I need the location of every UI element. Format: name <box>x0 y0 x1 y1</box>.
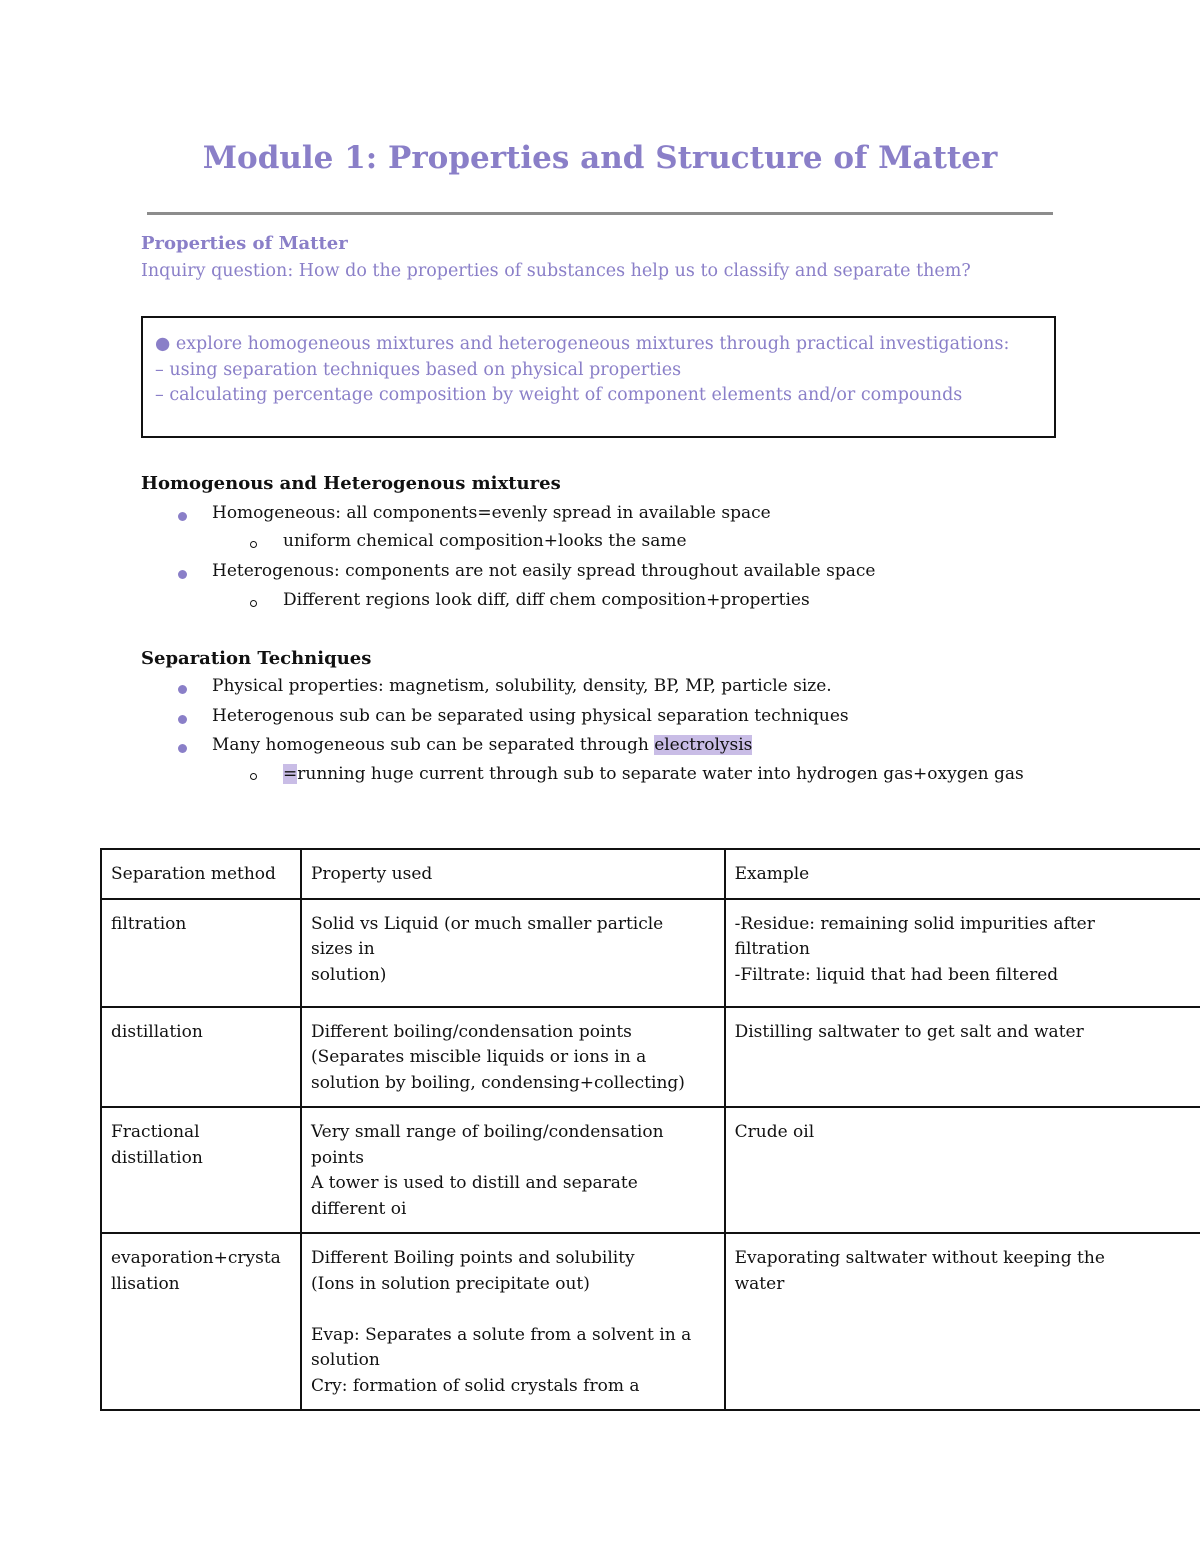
cell-text: distillation <box>111 1021 203 1042</box>
table-row <box>101 1233 1200 1410</box>
cell-text: water <box>734 1273 785 1294</box>
separation-item-physical: Physical properties: magnetism, solubility, density, BP, MP, particle size. <box>212 676 832 696</box>
cell-text: Different boiling/condensation points <box>310 1021 632 1042</box>
cell-text: solution) <box>310 964 387 985</box>
blank-line <box>311 1297 715 1323</box>
cell-text: solution by boiling, condensing+collecting) <box>310 1072 685 1093</box>
table-row <box>101 1007 1200 1108</box>
homogeneous-item: Homogeneous: all components=evenly spread in available space <box>212 503 771 523</box>
cell-text: evaporation+crysta <box>111 1248 281 1268</box>
cell-text: A tower is used to distill and separate <box>310 1173 638 1193</box>
cell-text: points <box>310 1147 365 1168</box>
inquiry-question: Inquiry question: How do the properties of substances help us to classify and separate them? <box>141 261 971 281</box>
cell-text: Evap: Separates a solute from a solvent in a <box>310 1324 692 1345</box>
method-cell <box>101 1107 301 1233</box>
bullet-dot-icon <box>178 715 187 724</box>
bullet-dot-icon <box>178 570 187 579</box>
bullet-dot-icon <box>178 685 187 694</box>
heterogeneous-subitem: Different regions look diff, diff chem composition+properties <box>283 590 810 610</box>
method-cell <box>101 1007 301 1108</box>
cell-text: (Ions in solution precipitate out) <box>310 1273 590 1294</box>
homogeneous-subitem: uniform chemical composition+looks the same <box>283 531 687 551</box>
bullet-ring-icon <box>250 600 257 607</box>
cell-text: solution <box>310 1350 380 1370</box>
bullet-dot-icon <box>178 512 187 521</box>
cell-text: Solid vs Liquid (or much smaller particle <box>310 913 664 934</box>
electrolysis-subitem <box>283 764 1024 784</box>
cell-text: Distilling saltwater to get salt and water <box>734 1021 1084 1042</box>
cell-text: -Residue: remaining solid impurities after <box>734 913 1095 934</box>
cell-text: Crude oil <box>734 1122 815 1142</box>
bullet-dot-icon <box>178 744 187 753</box>
example-cell <box>725 1233 1200 1410</box>
bullet-ring-icon <box>250 773 257 780</box>
cell-text: (Separates miscible liquids or ions in a <box>310 1047 647 1067</box>
electrolysis-subitem-text: running huge current through sub to separate water into hydrogen gas+oxygen gas <box>297 764 1024 784</box>
cell-text: Evaporating saltwater without keeping the <box>734 1248 1105 1268</box>
table-header-row <box>101 849 1200 899</box>
method-cell <box>101 899 301 1007</box>
method-cell <box>101 1233 301 1410</box>
cell-text: sizes in <box>310 939 375 959</box>
equals-highlight: = <box>283 764 298 784</box>
syllabus-outcome-box <box>141 316 1056 438</box>
separation-item-electrolysis <box>212 735 752 755</box>
outcome-line: – using separation techniques based on physical properties <box>155 359 682 380</box>
property-cell <box>301 1233 725 1410</box>
cell-text: filtration <box>734 939 810 959</box>
separation-item-heterogenous: Heterogenous sub can be separated using physical separation techniques <box>212 706 849 726</box>
heterogeneous-item: Heterogenous: components are not easily spread throughout available space <box>212 561 876 581</box>
header-separation-method: Separation method <box>101 849 301 899</box>
bullet-ring-icon <box>250 541 257 548</box>
cell-text: Fractional <box>111 1122 200 1142</box>
cell-text: different oi <box>310 1198 407 1219</box>
header-example: Example <box>725 849 1200 899</box>
cell-text: Cry: formation of solid crystals from a <box>310 1375 640 1396</box>
header-property-used: Property used <box>301 849 725 899</box>
mixtures-heading: Homogenous and Heterogenous mixtures <box>141 473 561 494</box>
cell-text: Very small range of boiling/condensation <box>310 1122 664 1142</box>
table-row <box>101 899 1200 1007</box>
separation-heading: Separation Techniques <box>141 648 372 669</box>
cell-text: Different Boiling points and solubility <box>310 1248 635 1268</box>
cell-text: distillation <box>111 1147 203 1168</box>
page-title: Module 1: Properties and Structure of Matter <box>202 140 998 176</box>
property-cell <box>301 1007 725 1108</box>
section-title: Properties of Matter <box>141 233 348 254</box>
outcome-line: ● explore homogeneous mixtures and heterogeneous mixtures through practical investigations: <box>155 334 1010 354</box>
separation-table <box>100 848 1200 1411</box>
example-cell <box>725 1107 1200 1233</box>
table-row <box>101 1107 1200 1233</box>
example-cell <box>725 1007 1200 1108</box>
outcome-line: – calculating percentage composition by weight of component elements and/or compounds <box>155 385 963 405</box>
example-cell <box>725 899 1200 1007</box>
property-cell <box>301 899 725 1007</box>
title-divider <box>147 212 1053 215</box>
electrolysis-text: Many homogeneous sub can be separated through <box>212 735 655 755</box>
cell-text: llisation <box>111 1273 180 1294</box>
cell-text: filtration <box>111 913 187 934</box>
electrolysis-highlight: electrolysis <box>654 735 753 755</box>
cell-text: -Filtrate: liquid that had been filtered <box>734 964 1059 985</box>
property-cell <box>301 1107 725 1233</box>
